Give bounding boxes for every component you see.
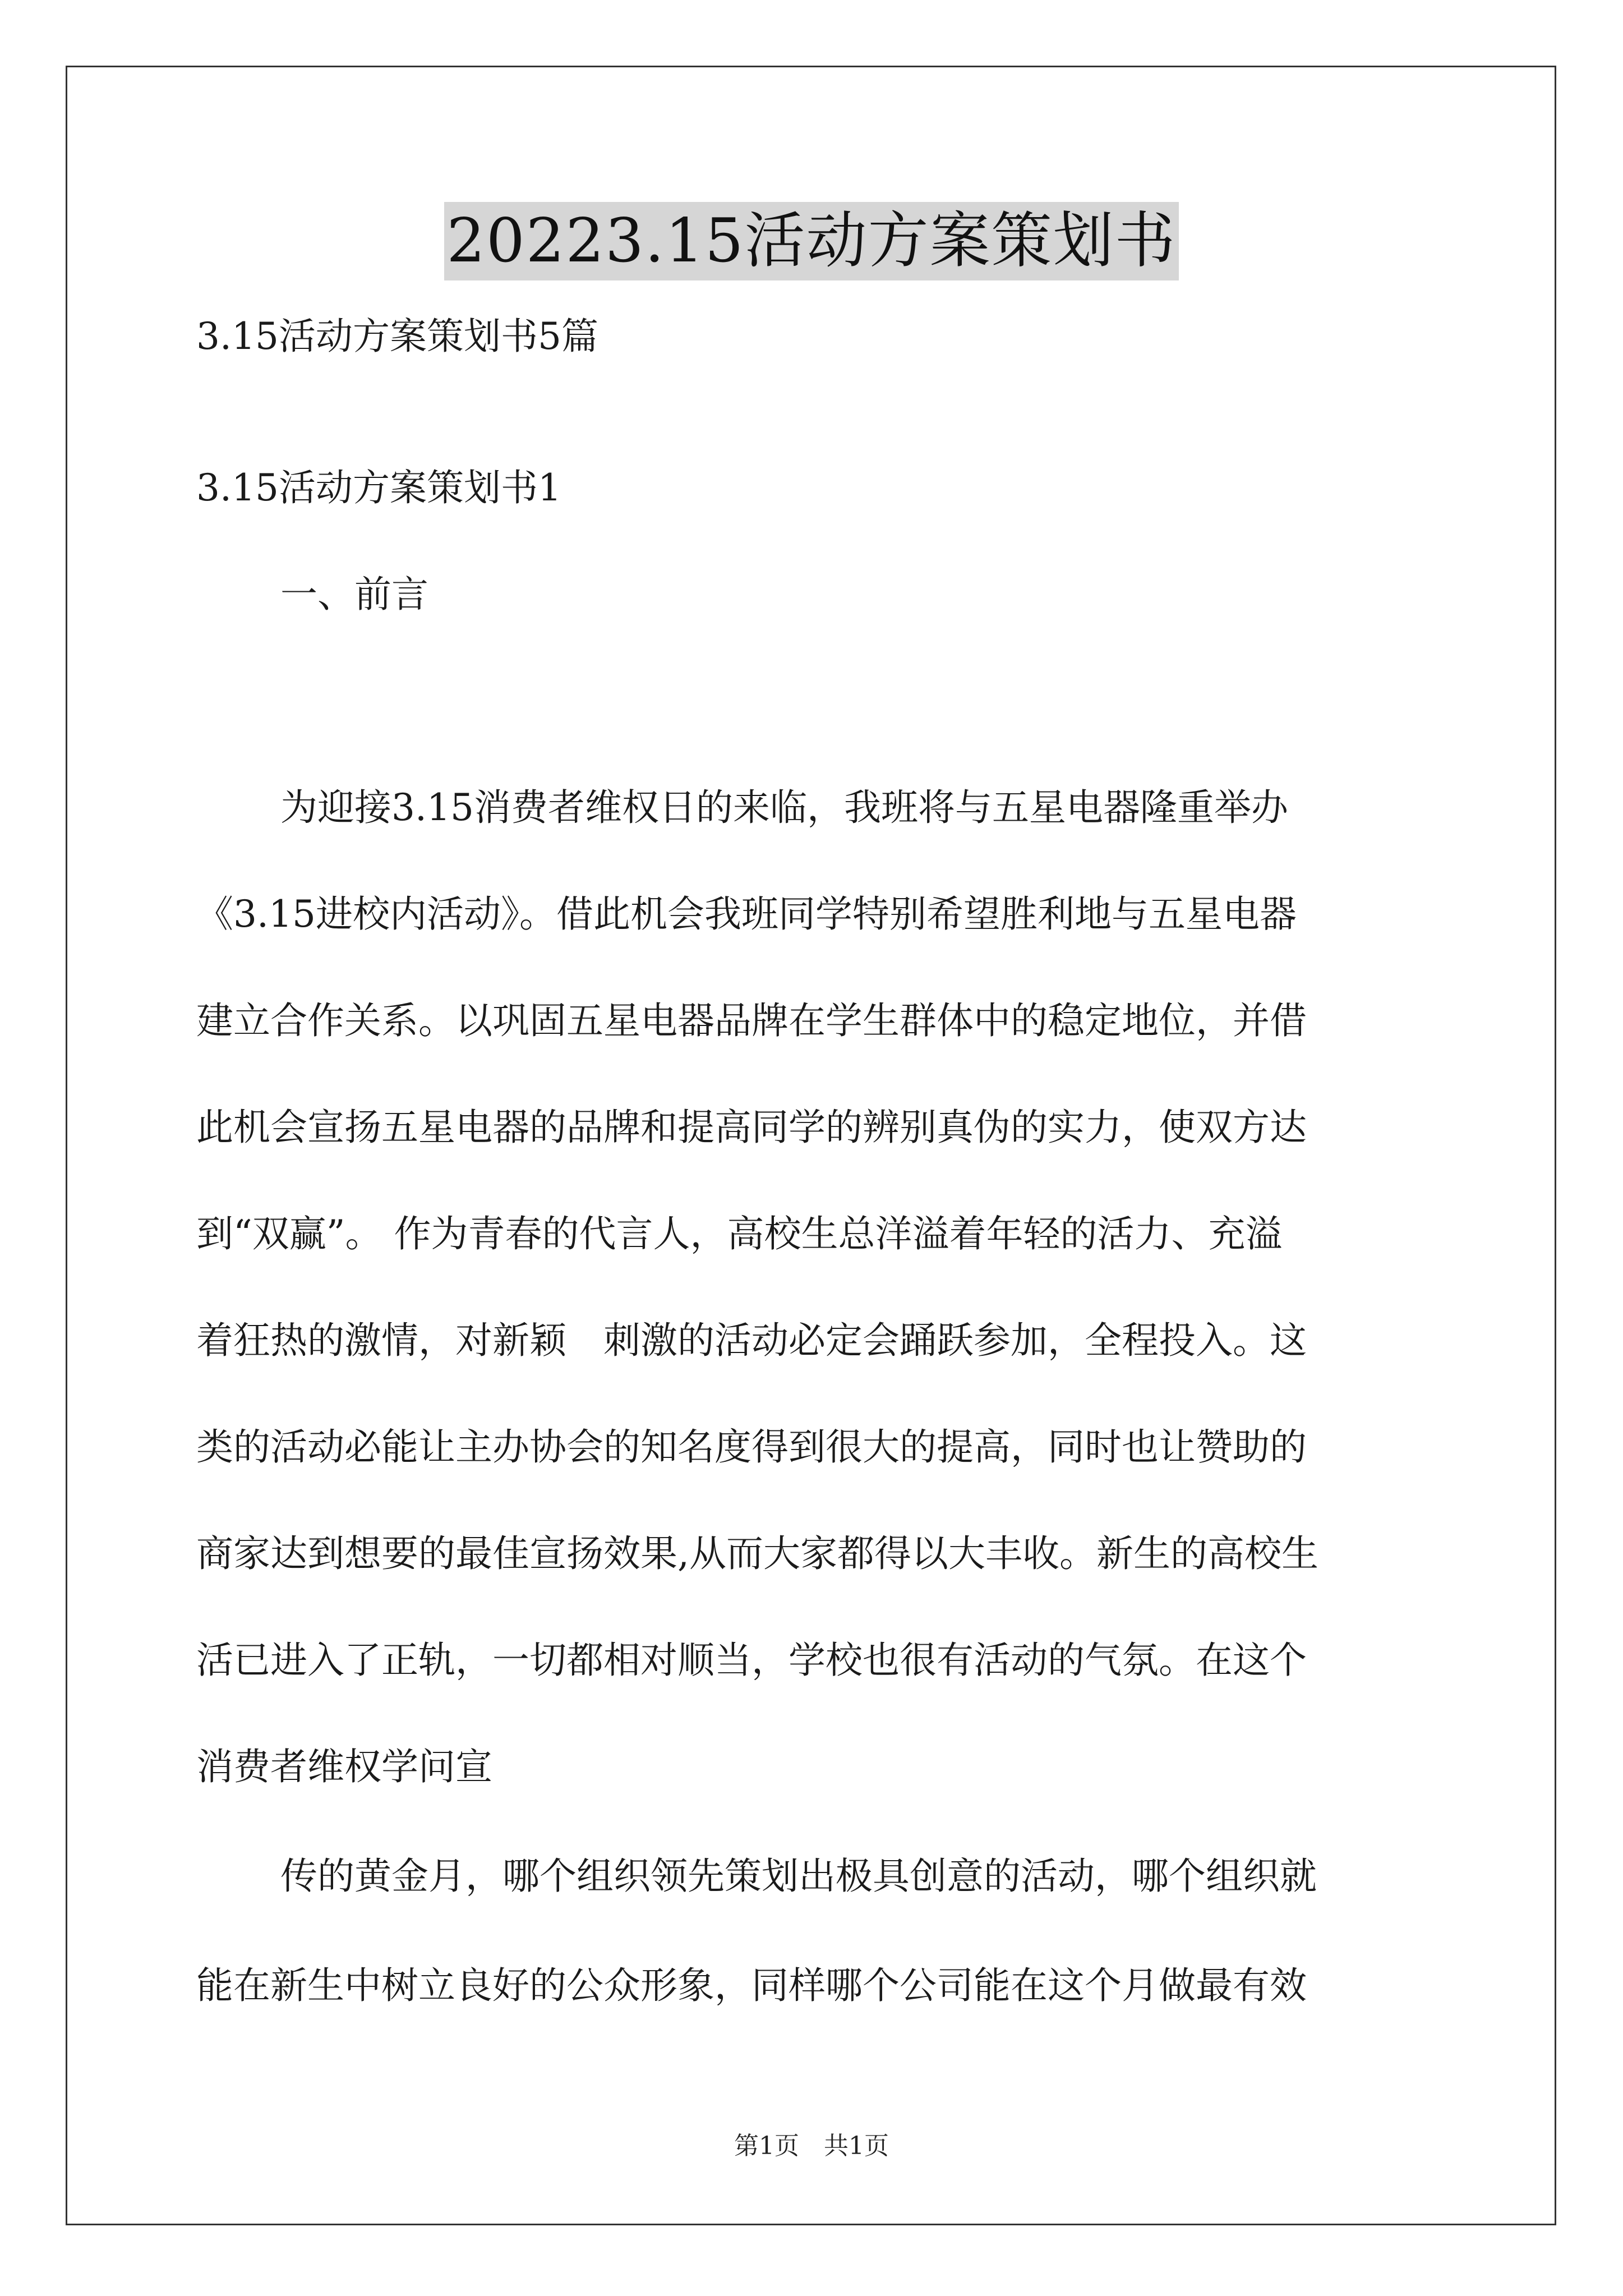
paragraph-line: 《3.15进校内活动》。借此机会我班同学特别希望胜利地与五星电器: [196, 892, 1297, 936]
paragraph-line: 类的活动必能让主办协会的知名度得到很大的提高，同时也让赞助的: [196, 1425, 1307, 1469]
part-subtitle: 3.15活动方案策划书1: [196, 466, 561, 509]
paragraph-line: 着狂热的激情，对新颖 刺激的活动必定会踊跃参加，全程投入。这: [196, 1319, 1307, 1362]
document-title: 20223.15活动方案策划书: [444, 202, 1178, 280]
paragraph-line: 消费者维权学问宣: [196, 1745, 492, 1788]
page-number-footer: 第1页 共1页: [734, 2132, 889, 2160]
title-container: [0, 202, 1623, 280]
paragraph-line: 活已进入了正轨，一切都相对顺当，学校也很有活动的气氛。在这个: [196, 1639, 1307, 1682]
paragraph-line: 为迎接3.15消费者维权日的来临，我班将与五星电器隆重举办: [280, 786, 1288, 829]
section-heading: 一、前言: [280, 573, 428, 616]
paragraph-line: 能在新生中树立良好的公众形象，同样哪个公司能在这个月做最有效: [196, 1964, 1307, 2007]
collection-subtitle: 3.15活动方案策划书5篇: [196, 315, 598, 358]
paragraph-line: 此机会宣扬五星电器的品牌和提高同学的辨别真伪的实力，使双方达: [196, 1106, 1307, 1149]
paragraph-line: 商家达到想要的最佳宣扬效果,从而大家都得以大丰收。新生的高校生: [196, 1532, 1318, 1575]
paragraph-line: 建立合作关系。以巩固五星电器品牌在学生群体中的稳定地位，并借: [196, 999, 1307, 1042]
paragraph-line: 到“双赢”。 作为青春的代言人，高校生总洋溢着年轻的活力、充溢: [196, 1212, 1283, 1255]
paragraph-line: 传的黄金月，哪个组织领先策划出极具创意的活动，哪个组织就: [280, 1855, 1317, 1898]
